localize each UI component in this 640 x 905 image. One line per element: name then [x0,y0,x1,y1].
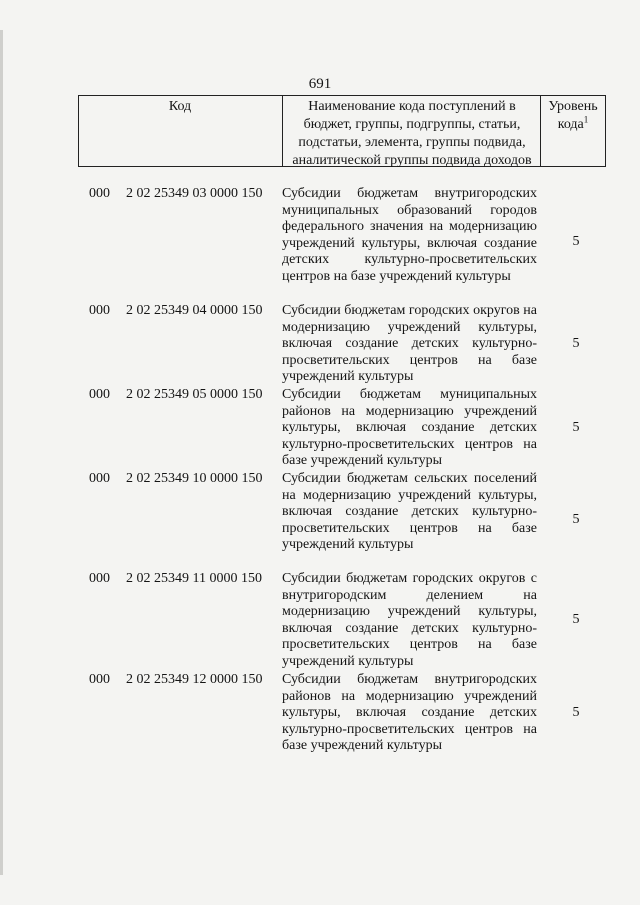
income-code: 2 02 25349 12 0000 150 [126,672,263,687]
admin-code: 000 [89,387,110,402]
header-code: Код [168,99,192,114]
code-level: 5 [572,420,580,435]
income-name: Субсидии бюджетам внутригородских муниципальных образований городов федерального значения на модернизацию учреждений культуры, включая создание детских культурно-просветительских центров на базе учреждений культуры [282,186,537,284]
header-divider-1 [282,95,283,167]
header-right-border [605,95,606,167]
header-level-label: Уровень кода [548,99,598,132]
header-level-footnote: 1 [583,114,589,125]
income-code: 2 02 25349 05 0000 150 [126,387,263,402]
income-name: Субсидии бюджетам городских округов на модернизацию учреждений культуры, включая создание детских культурно-просветительских центров на базе учреждений культуры [282,303,537,385]
income-code: 2 02 25349 11 0000 150 [126,571,262,586]
scan-edge [0,30,3,875]
header-level [541,98,605,134]
income-code: 2 02 25349 10 0000 150 [126,471,263,486]
page-number: 691 [308,76,332,92]
code-level: 5 [572,234,580,249]
code-level: 5 [572,705,580,720]
income-code: 2 02 25349 04 0000 150 [126,303,263,318]
income-name: Субсидии бюджетам муниципальных районов на модернизацию учреждений культуры, включая создание детских культурно-просветительских центров на базе учреждений культуры [282,387,537,469]
code-level: 5 [572,612,580,627]
admin-code: 000 [89,672,110,687]
admin-code: 000 [89,471,110,486]
income-code: 2 02 25349 03 0000 150 [126,186,263,201]
admin-code: 000 [89,571,110,586]
header-top-rule [78,95,606,96]
income-name: Субсидии бюджетам внутригородских районов на модернизацию учреждений культуры, включая создание детских культурно-просветительских центров на базе учреждений культуры [282,672,537,754]
income-name: Субсидии бюджетам городских округов с внутригородским делением на модернизацию учреждений культуры, включая создание детских культурно-просветительских центров на базе учреждений культуры [282,571,537,669]
admin-code: 000 [89,303,110,318]
admin-code: 000 [89,186,110,201]
header-name: Наименование кода поступлений в бюджет, группы, подгруппы, статьи, подстатьи, элемента, группы подвида, аналитической группы подвида доходов [292,99,532,168]
code-level: 5 [572,512,580,527]
code-level: 5 [572,336,580,351]
income-name: Субсидии бюджетам сельских поселений на модернизацию учреждений культуры, включая создание детских культурно-просветительских центров на базе учреждений культуры [282,471,537,553]
